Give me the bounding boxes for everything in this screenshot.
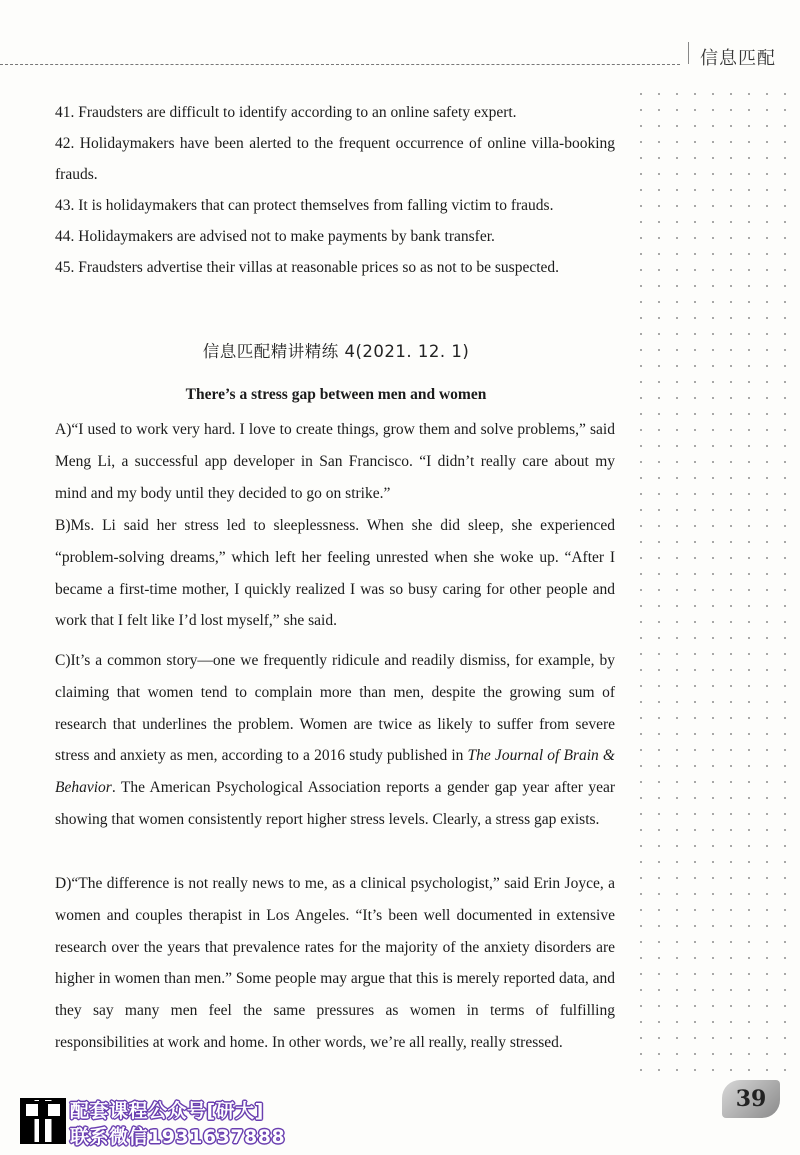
dot-grid-margin [628, 82, 790, 1082]
question-45: 45. Fraudsters advertise their villas at reasonable prices so as not to be suspected. [55, 259, 560, 276]
question-42: 42. Holidaymakers have been alerted to the frequent occurrence of online villa-booking frauds. [55, 135, 615, 183]
paragraph-c-text: C)It’s a common story—one we frequently ridicule and readily dismiss, for example, by claiming that women tend to complain more than men, despite the growing sum of research that underlines the problem. Women are twice as likely to suffer from severe stress and anxiety as men, according to a 2016 study published in [55, 652, 615, 765]
question-43: 43. It is holidaymakers that can protect themselves from falling victim to frauds. [55, 197, 554, 214]
section-title: 信息匹配精讲精练 4(2021. 12. 1) [202, 342, 470, 361]
question-44: 44. Holidaymakers are advised not to make payments by bank transfer. [55, 228, 495, 245]
qr-code-icon [20, 1098, 66, 1144]
paragraph-c [55, 645, 615, 836]
promo-line-1: 配套课程公众号[研大] [70, 1100, 264, 1122]
paragraph-b: B)Ms. Li said her stress led to sleeplessness. When she did sleep, she experienced “problem-solving dreams,” which left her feeling unrested when she woke up. “After I became a first-time mother, I quickly realized I was so busy caring for other people and work that I felt like I’d lost myself,” she said. [55, 517, 615, 630]
journal-title: The Journal of Brain & Behavior [55, 747, 615, 797]
paragraph-d: D)“The difference is not really news to me, as a clinical psychologist,” said Erin Joyce, a women and couples therapist in Los Angeles. “It’s been well documented in extensive research over the years that prevalence rates for the majority of the anxiety disorders are higher in women than men.” Some people may argue that this is merely reported data, and they say many men feel the same pressures as women in terms of fulfilling responsibilities at work and home. In other words, we’re all really, really stressed. [55, 875, 615, 1051]
page-number: 39 [735, 1086, 767, 1112]
page-number-badge [722, 1080, 780, 1118]
running-header: 信息匹配 [700, 48, 776, 69]
header-rule [0, 64, 680, 65]
header-divider [688, 42, 689, 64]
passage-title: There’s a stress gap between men and women [185, 386, 487, 403]
paragraph-c-text-end: . The American Psychological Association reports a gender gap year after year showing that women consistently report higher stress levels. Clearly, a stress gap exists. [55, 779, 615, 828]
promo-line-2: 联系微信1931637888 [70, 1126, 286, 1148]
question-41: 41. Fraudsters are difficult to identify according to an online safety expert. [55, 104, 517, 121]
paragraph-a: A)“I used to work very hard. I love to create things, grow them and solve problems,” said Meng Li, a successful app developer in San Francisco. “I didn’t really care about my mind and my body until they decided to go on strike.” [55, 421, 615, 502]
